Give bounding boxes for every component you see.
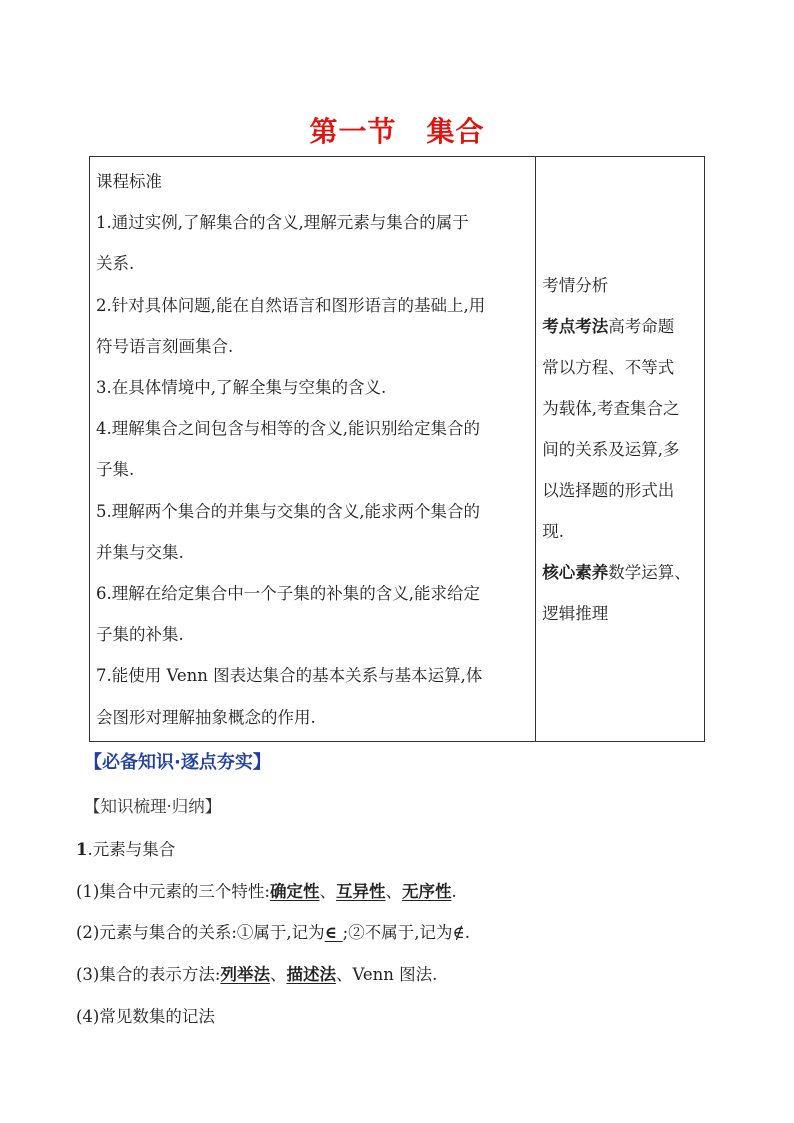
- standards-line: 会图形对理解抽象概念的作用.: [96, 707, 316, 727]
- answer-blank: 无序性: [401, 882, 452, 901]
- item-1-1: (1)集合中元素的三个特性:确定性、互异性、无序性.: [76, 882, 457, 901]
- standards-line: 7.能使用 Venn 图表达集合的基本关系与基本运算,体: [96, 666, 483, 686]
- standards-line: 1.通过实例,了解集合的含义,理解元素与集合的属于: [96, 213, 469, 233]
- standards-line: 4.理解集合之间包含与相等的含义,能识别给定集合的: [96, 419, 480, 439]
- standards-line: 符号语言刻画集合.: [96, 336, 234, 356]
- title-section-number: 第一节: [309, 115, 397, 148]
- standards-line: 2.针对具体问题,能在自然语言和图形语言的基础上,用: [96, 295, 486, 315]
- item-1-3: (3)集合的表示方法:列举法、描述法、Venn 图法.: [76, 965, 438, 984]
- analysis-line: 间的关系及运算,多: [542, 439, 680, 459]
- standards-line: 5.理解两个集合的并集与交集的含义,能求两个集合的: [96, 501, 480, 521]
- standards-line: 并集与交集.: [96, 542, 184, 562]
- analysis-line: [536, 552, 704, 593]
- answer-blank: 描述法: [286, 965, 336, 984]
- answer-blank: 确定性: [269, 882, 320, 901]
- page-title: [0, 110, 794, 150]
- analysis-line: [536, 306, 704, 347]
- answer-blank: 列举法: [220, 965, 270, 984]
- analysis-line: 现.: [542, 521, 564, 541]
- standards-line: 课程标准: [96, 172, 162, 191]
- item-1: 1.元素与集合: [76, 840, 176, 859]
- analysis-label: 核心素养: [542, 562, 609, 582]
- title-topic: 集合: [426, 115, 485, 148]
- analysis-line: 为载体,考查集合之: [542, 398, 680, 418]
- exam-analysis-cell: [536, 157, 705, 742]
- course-standards-cell: [90, 157, 536, 742]
- standards-line: 3.在具体情境中,了解全集与空集的含义.: [96, 378, 387, 398]
- item-1-4: (4)常见数集的记法: [76, 1007, 215, 1026]
- standards-line: 子集.: [96, 460, 135, 480]
- standards-line: 关系.: [96, 254, 135, 274]
- item-1-2: (2)元素与集合的关系:①属于,记为∈ ;②不属于,记为∉.: [76, 923, 470, 942]
- analysis-text: 高考命题: [608, 316, 675, 336]
- standards-table: [89, 156, 705, 742]
- answer-blank: 互异性: [335, 882, 386, 901]
- analysis-text: 数学运算、: [608, 562, 691, 582]
- standards-line: 子集的补集.: [96, 625, 184, 645]
- analysis-heading: 考情分析: [542, 275, 609, 295]
- analysis-line: 以选择题的形式出: [542, 480, 675, 500]
- section-heading: 【必备知识·逐点夯实】: [84, 752, 271, 773]
- analysis-label: 考点考法: [542, 316, 609, 336]
- standards-line: 6.理解在给定集合中一个子集的补集的含义,能求给定: [96, 584, 480, 604]
- analysis-line: 常以方程、不等式: [542, 357, 675, 377]
- analysis-line: 逻辑推理: [542, 603, 609, 623]
- sub-heading: 【知识梳理·归纳】: [84, 797, 222, 816]
- answer-blank: ∈: [324, 923, 337, 942]
